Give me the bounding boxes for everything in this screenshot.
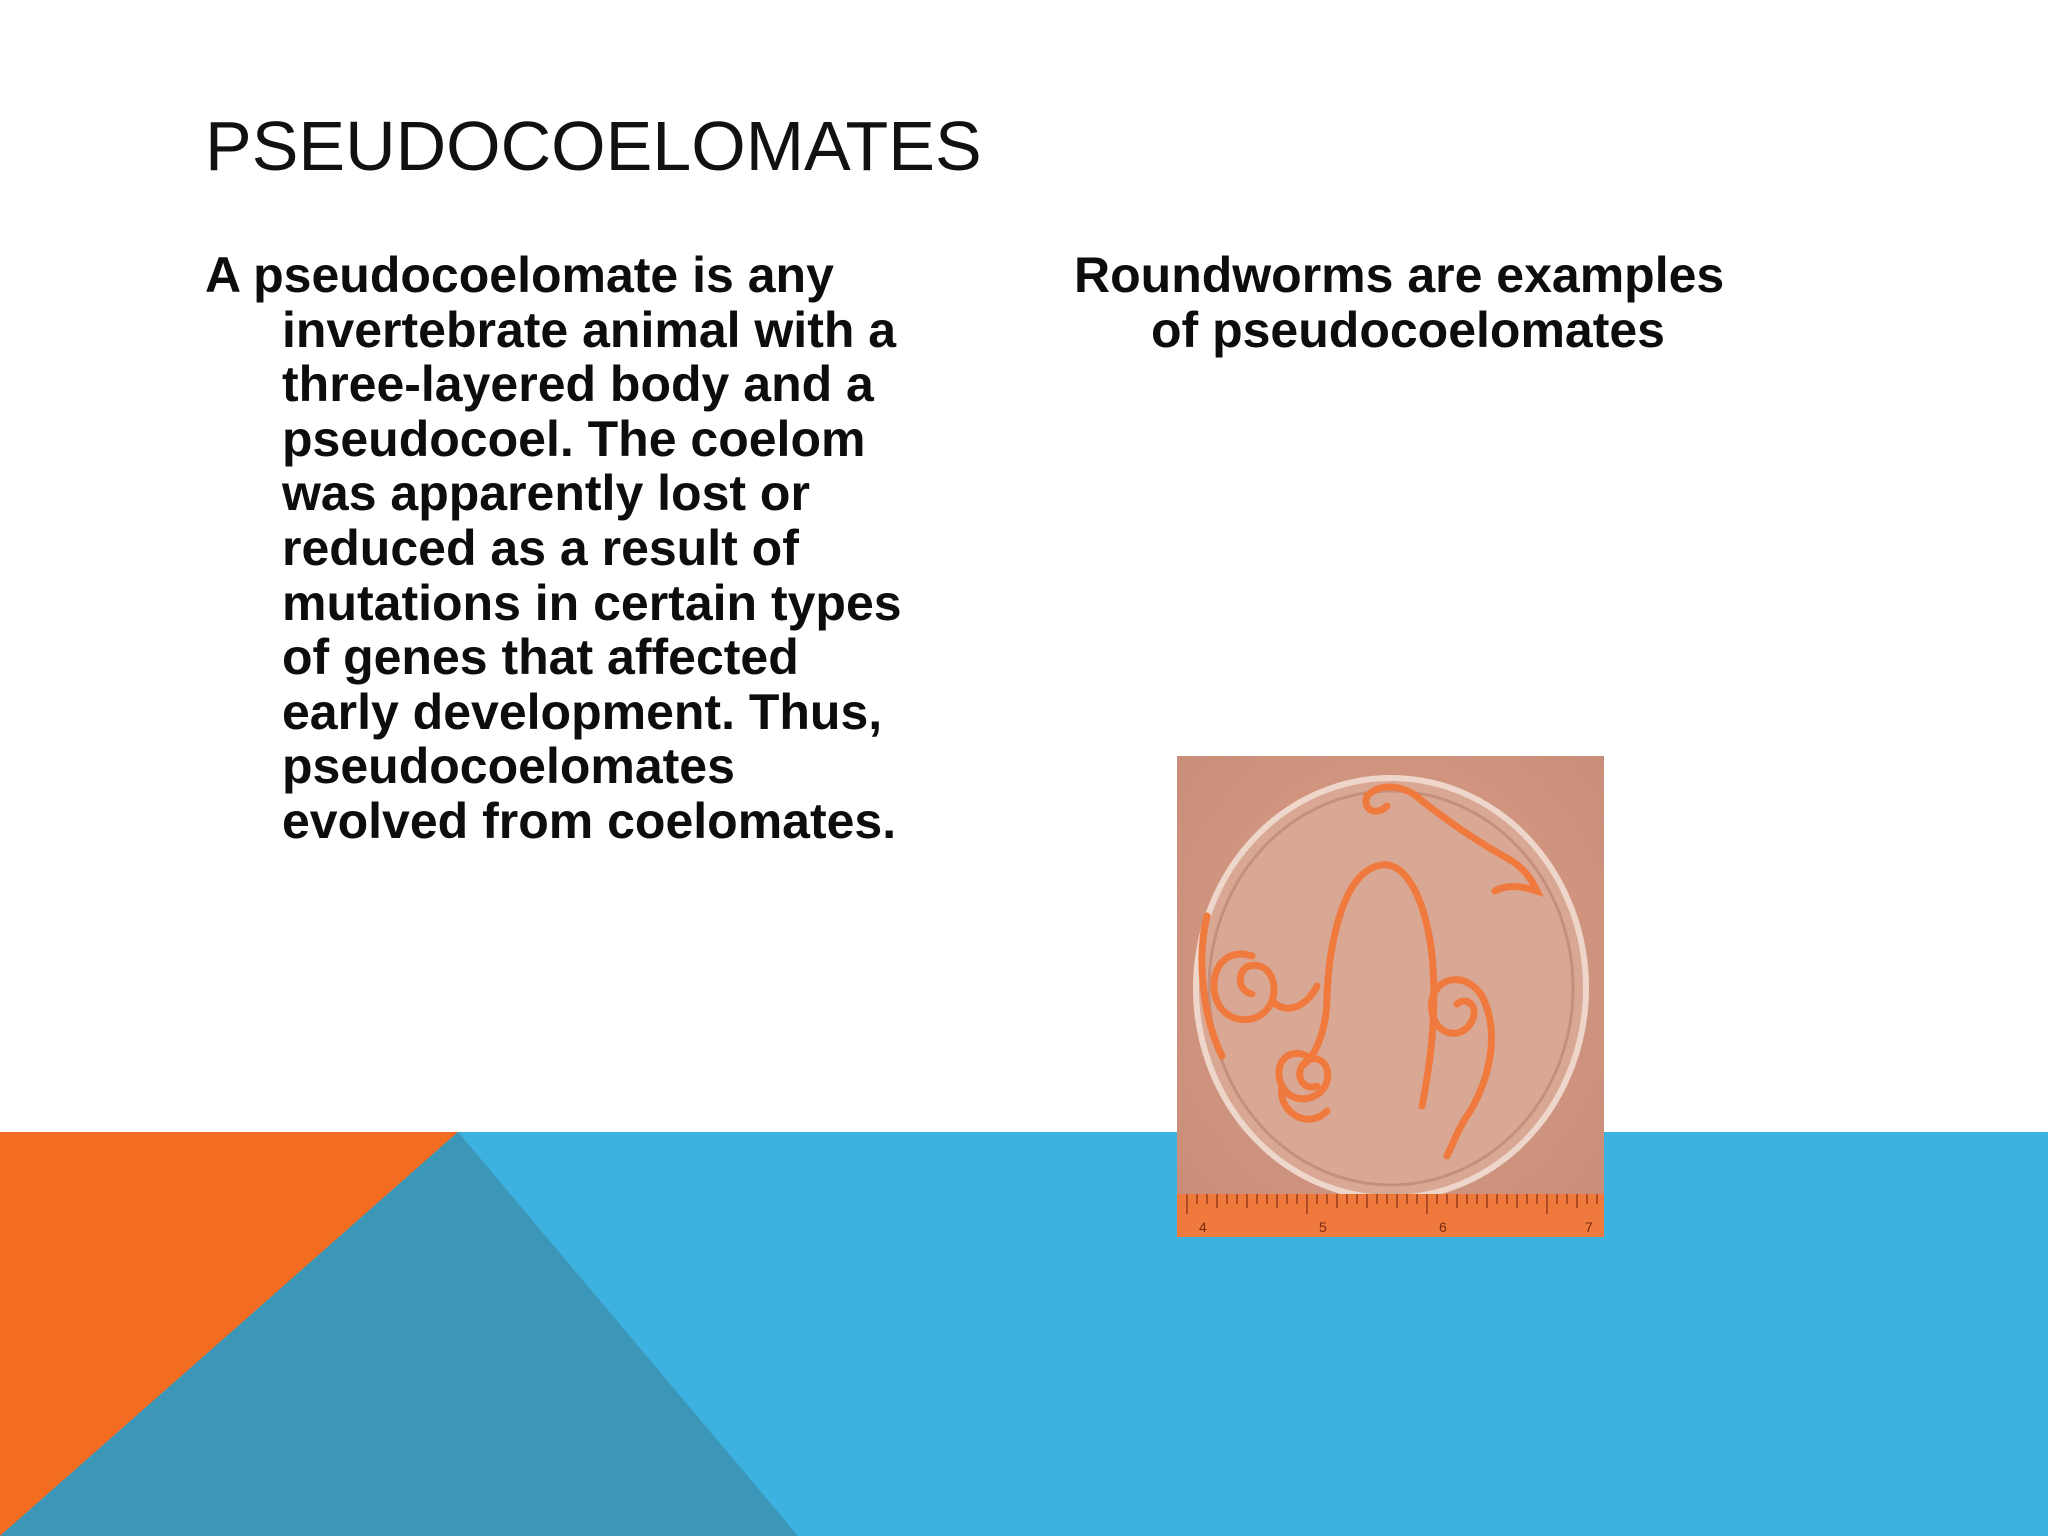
ruler bbox=[1177, 1194, 1604, 1237]
definition-paragraph: A pseudocoelomate is any invertebrate animal with a three-layered body and a pseudocoel. The coelom was apparently lost or reduced as a result of mutations in certain types of genes that affected early development. Thus, pseudocoelomates evolved from coelomates. bbox=[205, 247, 902, 849]
right-text-column bbox=[1074, 248, 1734, 357]
ruler-label-4: 4 bbox=[1199, 1219, 1207, 1235]
left-text-column bbox=[205, 248, 905, 849]
petri-dish-rim bbox=[1196, 778, 1586, 1198]
ruler-label-6: 6 bbox=[1439, 1219, 1447, 1235]
roundworm-petri-dish-photo bbox=[1177, 756, 1604, 1237]
ruler-strip bbox=[1177, 1194, 1604, 1237]
ruler-label-5: 5 bbox=[1319, 1219, 1327, 1235]
ruler-label-7: 7 bbox=[1585, 1219, 1593, 1235]
roundworm-caption: Roundworms are examples of pseudocoelomates bbox=[1074, 247, 1725, 358]
slide-title: PSEUDOCOELOMATES bbox=[205, 107, 982, 185]
